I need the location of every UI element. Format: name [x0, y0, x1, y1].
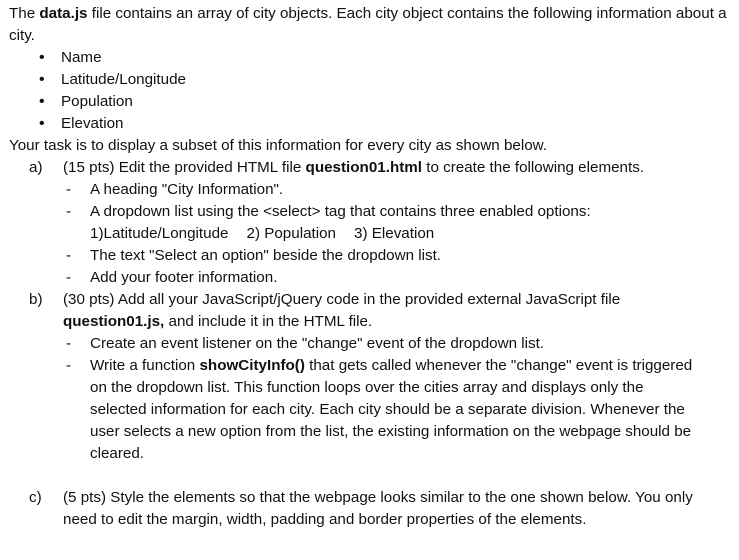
fn-tail: that gets called whenever the "change" event is triggered on the dropdown list. This function loops over the cities array and displays only the selected information for each city. Each city should be a separate division. Whenever the user selects a new option from the list, the existing information on the webpage should be cleared. [90, 357, 693, 462]
part-b-label: b) [29, 291, 43, 308]
part-b-tail: and include it in the HTML file. [164, 313, 373, 330]
part-b [9, 289, 739, 465]
intro-file: data.js [39, 5, 88, 22]
field-list [9, 47, 739, 135]
part-b-lead [63, 289, 703, 333]
fn-lead: Write a function [90, 357, 200, 374]
part-a-tail: to create the following elements. [422, 159, 645, 176]
item-function [63, 355, 703, 465]
part-c [9, 487, 739, 531]
item-footer: - Add your footer information. [63, 267, 739, 289]
task-paragraph: Your task is to display a subset of this information for every city as shown below. [9, 137, 548, 154]
spacer [9, 465, 739, 487]
field-item: • Elevation [39, 113, 739, 135]
item-listener: - Create an event listener on the "change" event of the dropdown list. [63, 333, 703, 355]
part-a-file: question01.html [305, 159, 422, 176]
intro-paragraph [9, 3, 737, 47]
item-heading: - A heading "City Information". [63, 179, 739, 201]
field-item: • Population [39, 91, 739, 113]
part-b-lead-text: (30 pts) Add all your JavaScript/jQuery code in the provided external JavaScript file [63, 291, 621, 308]
part-b-items [63, 333, 703, 465]
option-label: 1)Latitude/Longitude [90, 225, 229, 242]
part-b-file: question01.js, [63, 313, 165, 330]
field-item: • Name [39, 47, 739, 69]
field-item: • Latitude/Longitude [39, 69, 739, 91]
dropdown-options [90, 223, 739, 245]
fn-name: showCityInfo() [199, 357, 305, 374]
part-a [9, 157, 739, 289]
part-c-text: (5 pts) Style the elements so that the webpage looks similar to the one shown below. You only need to edit the margin, width, padding and border properties of the elements. [63, 489, 693, 528]
item-dropdown-text: A dropdown list using the <select> tag that contains three enabled options: [90, 203, 591, 220]
intro-text: file contains an array of city objects. Each city object contains the following information about a city. [9, 5, 727, 44]
part-a-lead-text: (15 pts) Edit the provided HTML file [63, 159, 306, 176]
item-dropdown [63, 201, 739, 245]
option-label: 3) Elevation [354, 225, 435, 242]
option-label: 2) Population [246, 225, 337, 242]
item-select-text: - The text "Select an option" beside the dropdown list. [63, 245, 739, 267]
part-a-label: a) [29, 159, 43, 176]
intro-the: The [9, 5, 40, 22]
part-a-lead [63, 157, 739, 179]
part-a-items [63, 179, 739, 289]
part-c-label: c) [29, 489, 42, 506]
